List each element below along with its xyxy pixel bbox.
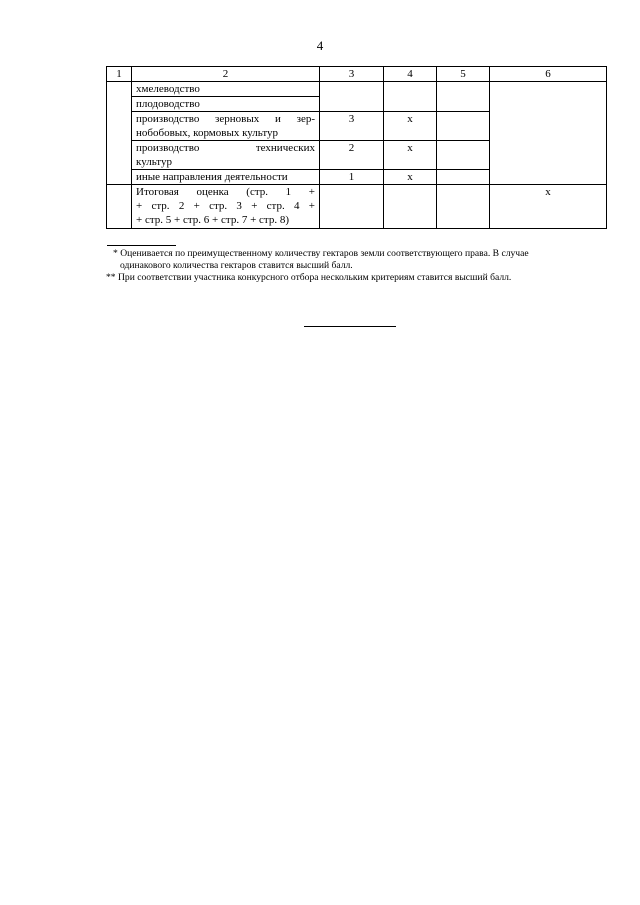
table-header-row [107,67,607,82]
col5-cell [437,82,490,112]
footnote-1-line-2: одинакового количества гектаров ставится высший балл. [120,260,353,271]
header-cell: 2 [132,67,320,82]
word: 3 [236,200,242,212]
col6-cell: х [490,185,607,229]
col4-cell [384,82,437,112]
col4-cell: х [384,141,437,170]
footnote-2: ** При соответствии участника конкурсного отбора нескольким критериям ставится высший балл. [106,272,512,283]
word: стр. [266,200,285,212]
word: 1 [285,186,292,198]
col4-cell [384,185,437,229]
word: + [251,200,258,212]
header-cell: 5 [437,67,490,82]
footnote-1 [106,248,606,272]
word: (стр. [246,186,269,198]
header-cell: 4 [384,67,437,82]
footnote-separator [107,245,176,246]
row-number-cell [107,82,132,185]
row-label: иные направления деятельности [132,170,320,185]
total-row [107,185,607,229]
table-row [107,82,607,97]
total-label-line: + стр. 5 + стр. 6 + стр. 7 + стр. 8) [136,214,290,226]
col4-cell: х [384,112,437,141]
score-cell: 2 [320,141,384,170]
row-label-line: нобобовых, кормовых культур [136,127,279,139]
total-label [132,185,320,229]
page-number: 4 [316,38,324,53]
footnotes [106,248,606,284]
total-label-line [136,199,315,213]
col4-cell: х [384,170,437,185]
row-label-line: производство зерновых и зер- [136,113,315,125]
col6-cell [490,82,607,185]
word: + [308,186,315,198]
row-number-cell [107,185,132,229]
col5-cell [437,185,490,229]
col5-cell [437,112,490,141]
col5-cell [437,170,490,185]
end-separator [304,326,396,327]
score-cell [320,82,384,112]
score-cell [320,185,384,229]
score-cell: 3 [320,112,384,141]
word: 4 [294,200,300,212]
row-label-line: культур [136,156,172,168]
row-label-line: производство технических [136,142,315,154]
header-cell: 1 [107,67,132,82]
word: стр. [151,200,170,212]
word: 2 [178,200,185,212]
word: + [193,200,200,212]
word: + [308,200,315,212]
score-cell: 1 [320,170,384,185]
total-label-line [136,185,315,199]
row-label [132,141,320,170]
word: + [136,200,143,212]
word: оценка [196,186,229,198]
row-label: хмелеводство [132,82,320,97]
footnote-1-line-1: * Оценивается по преимущественному количеству гектаров земли соответствующего права. В случае [113,248,529,259]
word: стр. [209,200,228,212]
header-cell: 3 [320,67,384,82]
criteria-table [106,66,607,229]
row-label [132,112,320,141]
row-label: плодоводство [132,97,320,112]
header-cell: 6 [490,67,607,82]
word: Итоговая [136,186,179,198]
col5-cell [437,141,490,170]
